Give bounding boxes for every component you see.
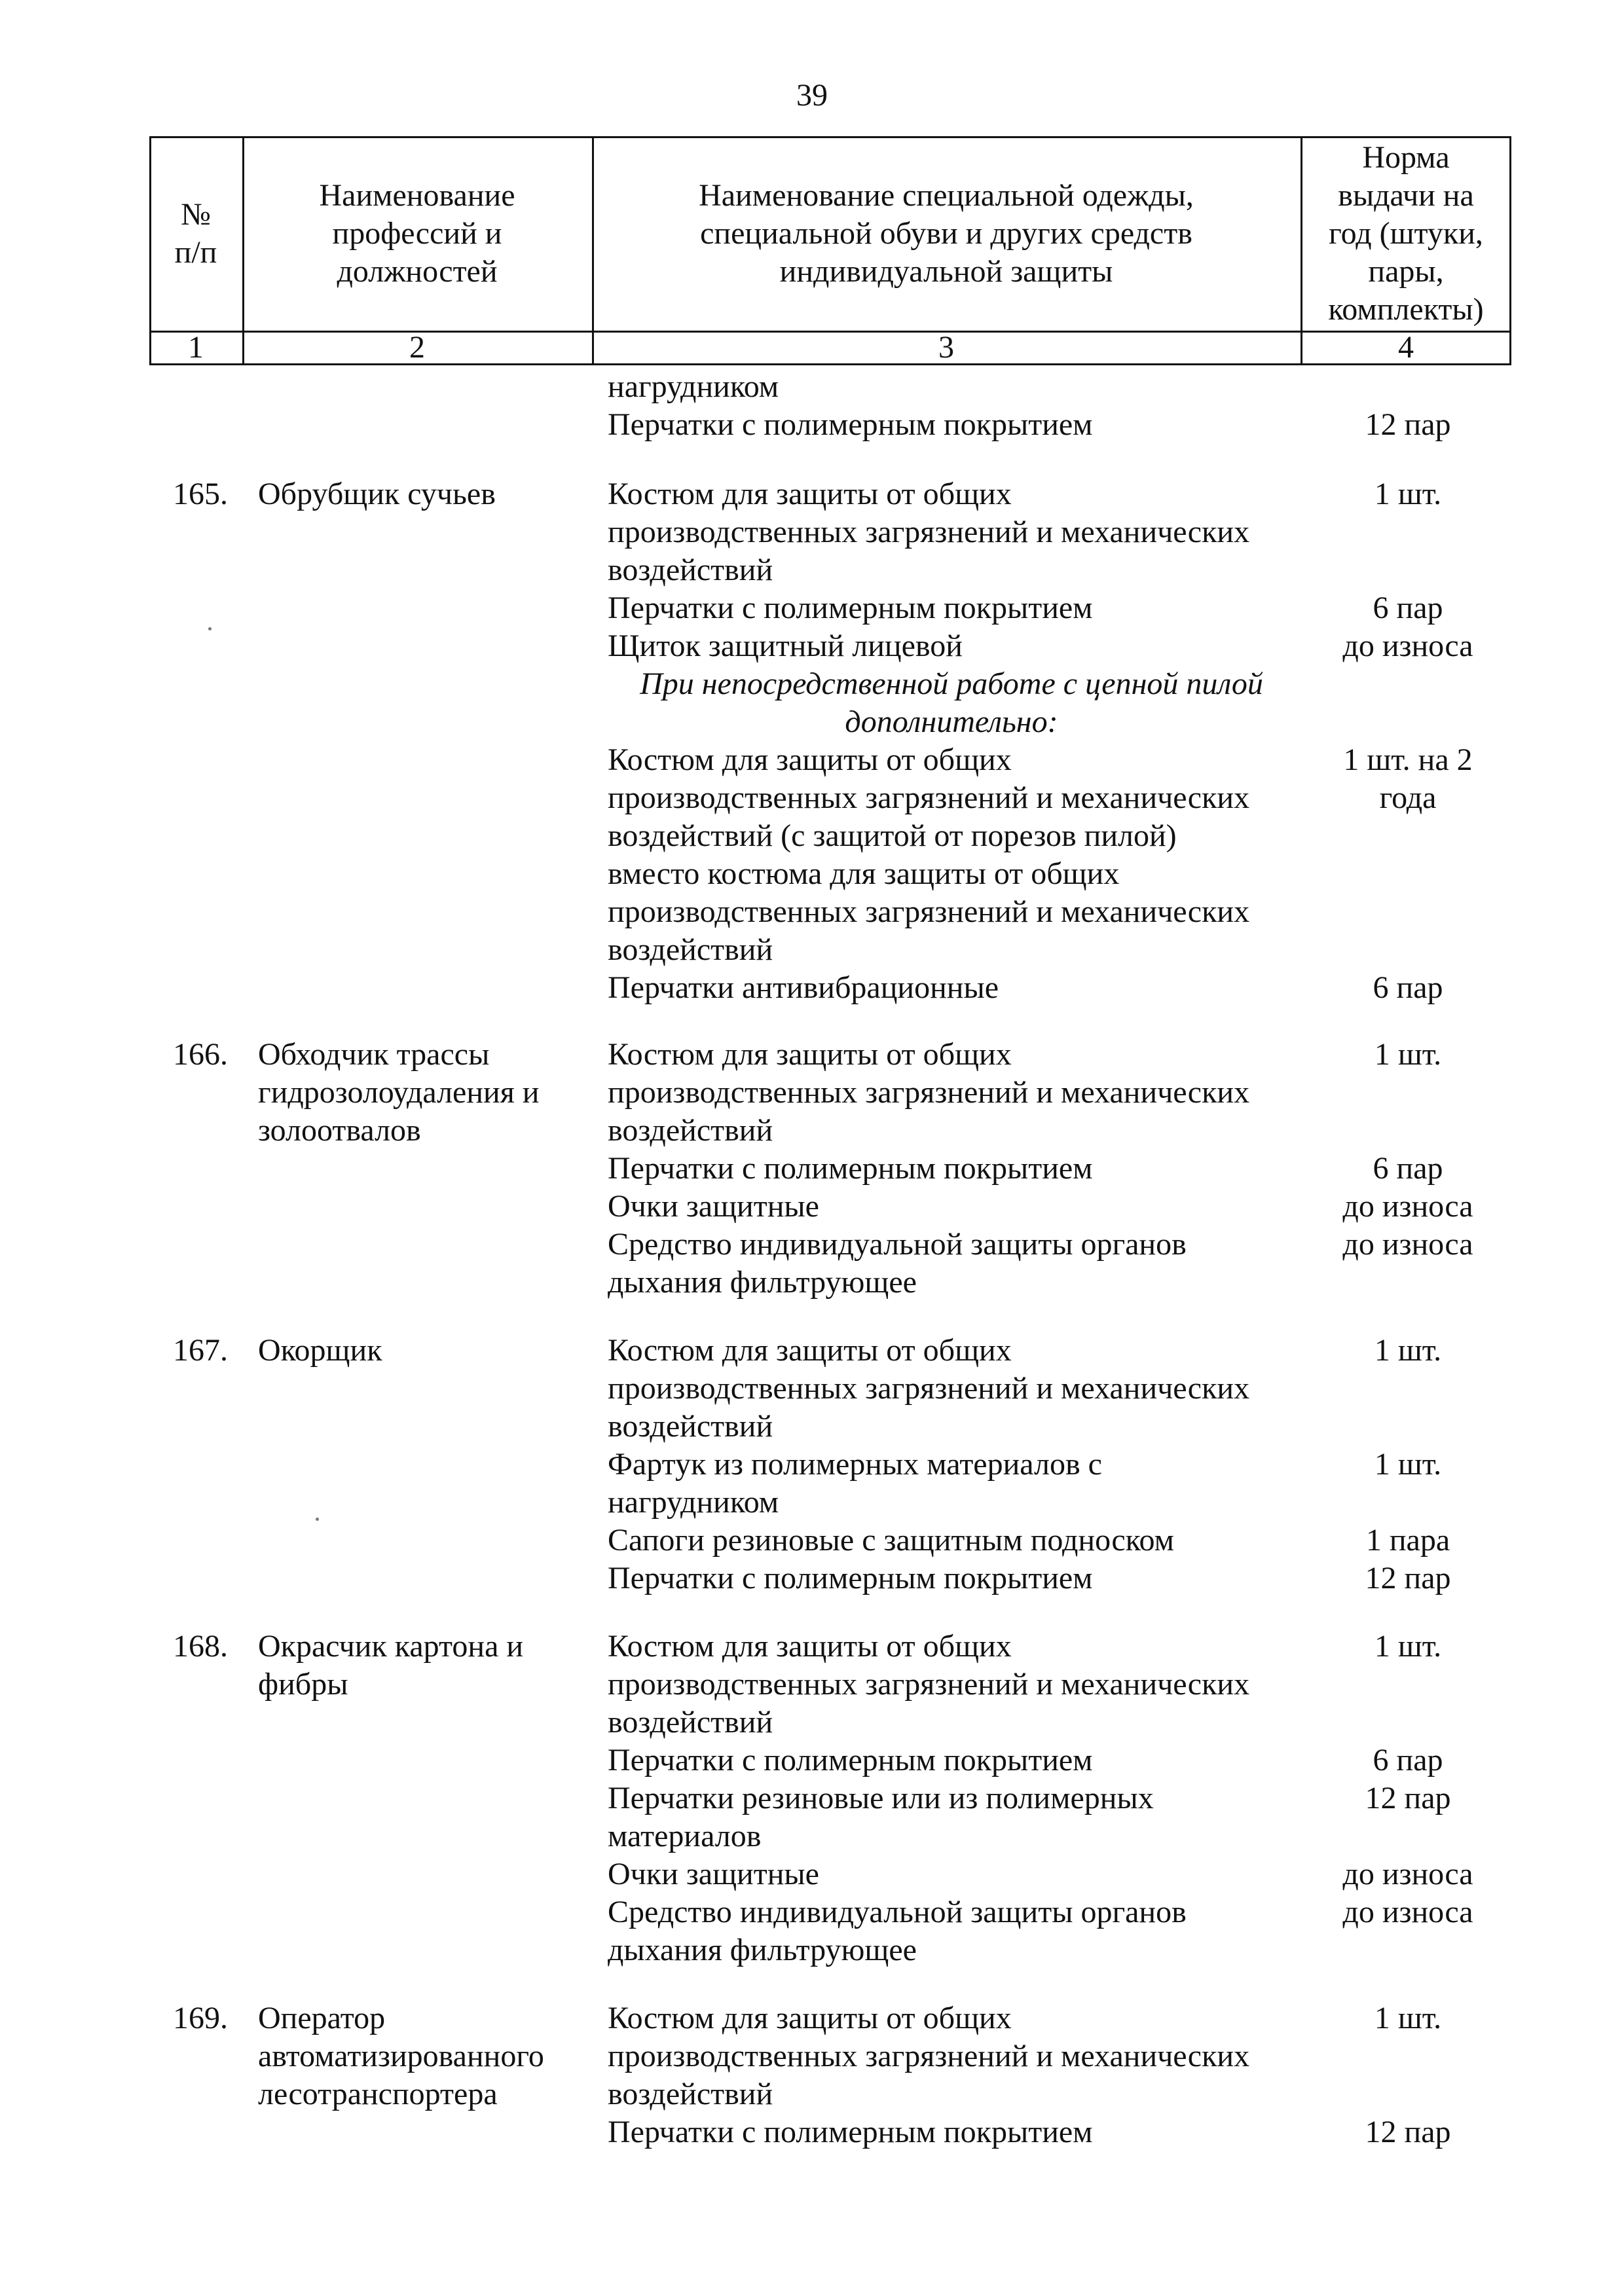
item-name-line: воздействий [608, 553, 773, 587]
item-name-line: Перчатки с полимерным покрытием [608, 1743, 1093, 1777]
entry-number: 168. [173, 1629, 228, 1664]
item-name-line: Костюм для защиты от общих [608, 477, 1012, 511]
item-norm: 6 пар [1373, 591, 1443, 625]
entry-number: 167. [173, 1333, 228, 1368]
item-name-line: воздействий [608, 1705, 773, 1740]
item-name-line: производственных загрязнений и механических [608, 1075, 1250, 1110]
profession-name: фибры [258, 1667, 348, 1702]
item-norm: 12 пар [1365, 1781, 1451, 1815]
item-norm: 1 шт. [1374, 2001, 1442, 2035]
item-name-line: дыхания фильтрующее [608, 1933, 917, 1967]
item-name-line: Перчатки с полимерным покрытием [608, 2115, 1093, 2149]
item-name-line: нагрудником [608, 369, 779, 404]
item-name-line: производственных загрязнений и механических [608, 515, 1250, 549]
item-name-line: Перчатки резиновые или из полимерных [608, 1781, 1154, 1815]
item-name-line: материалов [608, 1819, 762, 1853]
header-col-norm: Норма выдачи на год (штуки, пары, комплекты) [1328, 139, 1484, 327]
item-name-line: Перчатки с полимерным покрытием [608, 1561, 1093, 1595]
item-name-line: производственных загрязнений и механических [608, 894, 1250, 929]
profession-name: Обрубщик сучьев [258, 477, 496, 511]
note-line: дополнительно: [845, 704, 1058, 739]
item-norm: 12 пар [1365, 2115, 1451, 2149]
item-norm: 1 шт. [1374, 1629, 1442, 1664]
header-col-profession: Наименование профессий и должностей [319, 177, 515, 289]
item-norm: 12 пар [1365, 1561, 1451, 1595]
item-name-line: нагрудником [608, 1485, 779, 1520]
item-name-line: Средство индивидуальной защиты органов [608, 1895, 1187, 1929]
item-norm: 1 шт. [1374, 1037, 1442, 1072]
item-norm: 6 пар [1373, 970, 1443, 1005]
item-name-line: Костюм для защиты от общих [608, 2001, 1012, 2035]
item-name-line: воздействий (с защитой от порезов пилой) [608, 818, 1177, 853]
item-name-line: Костюм для защиты от общих [608, 1333, 1012, 1368]
item-name-line: воздействий [608, 932, 773, 967]
item-name-line: Костюм для защиты от общих [608, 1629, 1012, 1664]
item-name-line: Костюм для защиты от общих [608, 742, 1012, 777]
column-number-4: 4 [1398, 330, 1414, 365]
column-number-1: 1 [188, 330, 204, 365]
item-name-line: производственных загрязнений и механических [608, 780, 1250, 815]
profession-name: золоотвалов [258, 1113, 421, 1148]
profession-name: Окорщик [258, 1333, 382, 1368]
item-norm: 12 пар [1365, 407, 1451, 442]
item-norm: 1 шт. [1374, 1447, 1442, 1482]
item-norm: 1 шт. на 2 [1343, 742, 1473, 777]
profession-name: лесотранспортера [258, 2077, 498, 2111]
profession-name: автоматизированного [258, 2039, 544, 2073]
item-name-line: Перчатки с полимерным покрытием [608, 1151, 1093, 1186]
item-norm: 1 шт. [1374, 1333, 1442, 1368]
item-norm: до износа [1342, 1857, 1473, 1891]
item-norm: 1 шт. [1374, 477, 1442, 511]
item-name-line: Щиток защитный лицевой [608, 629, 963, 663]
note-line: При непосредственной работе с цепной пилой [640, 666, 1263, 701]
profession-name: гидрозолоудаления и [258, 1075, 540, 1110]
item-name-line: Фартук из полимерных материалов с [608, 1447, 1102, 1482]
item-norm: до износа [1342, 1189, 1473, 1224]
entry-number: 169. [173, 2001, 228, 2035]
column-number-2: 2 [409, 330, 425, 365]
profession-name: Оператор [258, 2001, 386, 2035]
item-name-line: производственных загрязнений и механических [608, 1667, 1250, 1702]
item-name-line: Костюм для защиты от общих [608, 1037, 1012, 1072]
item-name-line: Перчатки с полимерным покрытием [608, 591, 1093, 625]
item-name-line: Перчатки антивибрационные [608, 970, 999, 1005]
header-col-number: № п/п [174, 196, 217, 270]
item-norm: года [1379, 780, 1437, 815]
item-name-line: воздействий [608, 1409, 773, 1444]
item-name-line: вместо костюма для защиты от общих [608, 856, 1120, 891]
profession-name: Окрасчик картона и [258, 1629, 524, 1664]
item-name-line: Средство индивидуальной защиты органов [608, 1227, 1187, 1262]
page-number: 39 [796, 78, 828, 113]
item-name-line: Перчатки с полимерным покрытием [608, 407, 1093, 442]
item-norm: 6 пар [1373, 1743, 1443, 1777]
item-name-line: производственных загрязнений и механических [608, 2039, 1250, 2073]
item-name-line: Очки защитные [608, 1857, 819, 1891]
column-number-3: 3 [938, 330, 954, 365]
item-name-line: производственных загрязнений и механических [608, 1371, 1250, 1406]
entry-number: 166. [173, 1037, 228, 1072]
entry-number: 165. [173, 477, 228, 511]
item-norm: до износа [1342, 629, 1473, 663]
item-name-line: дыхания фильтрующее [608, 1265, 917, 1300]
item-name-line: Очки защитные [608, 1189, 819, 1224]
item-norm: 6 пар [1373, 1151, 1443, 1186]
item-name-line: Сапоги резиновые с защитным подноском [608, 1523, 1174, 1558]
profession-name: Обходчик трассы [258, 1037, 490, 1072]
item-name-line: воздействий [608, 1113, 773, 1148]
scan-speck [208, 627, 212, 630]
item-name-line: воздействий [608, 2077, 773, 2111]
item-norm: до износа [1342, 1895, 1473, 1929]
header-col-equipment: Наименование специальной одежды, специальной обуви и других средств индивидуальной защиты [699, 177, 1194, 289]
scan-speck [316, 1518, 319, 1521]
item-norm: 1 пара [1365, 1523, 1450, 1558]
item-norm: до износа [1342, 1227, 1473, 1262]
